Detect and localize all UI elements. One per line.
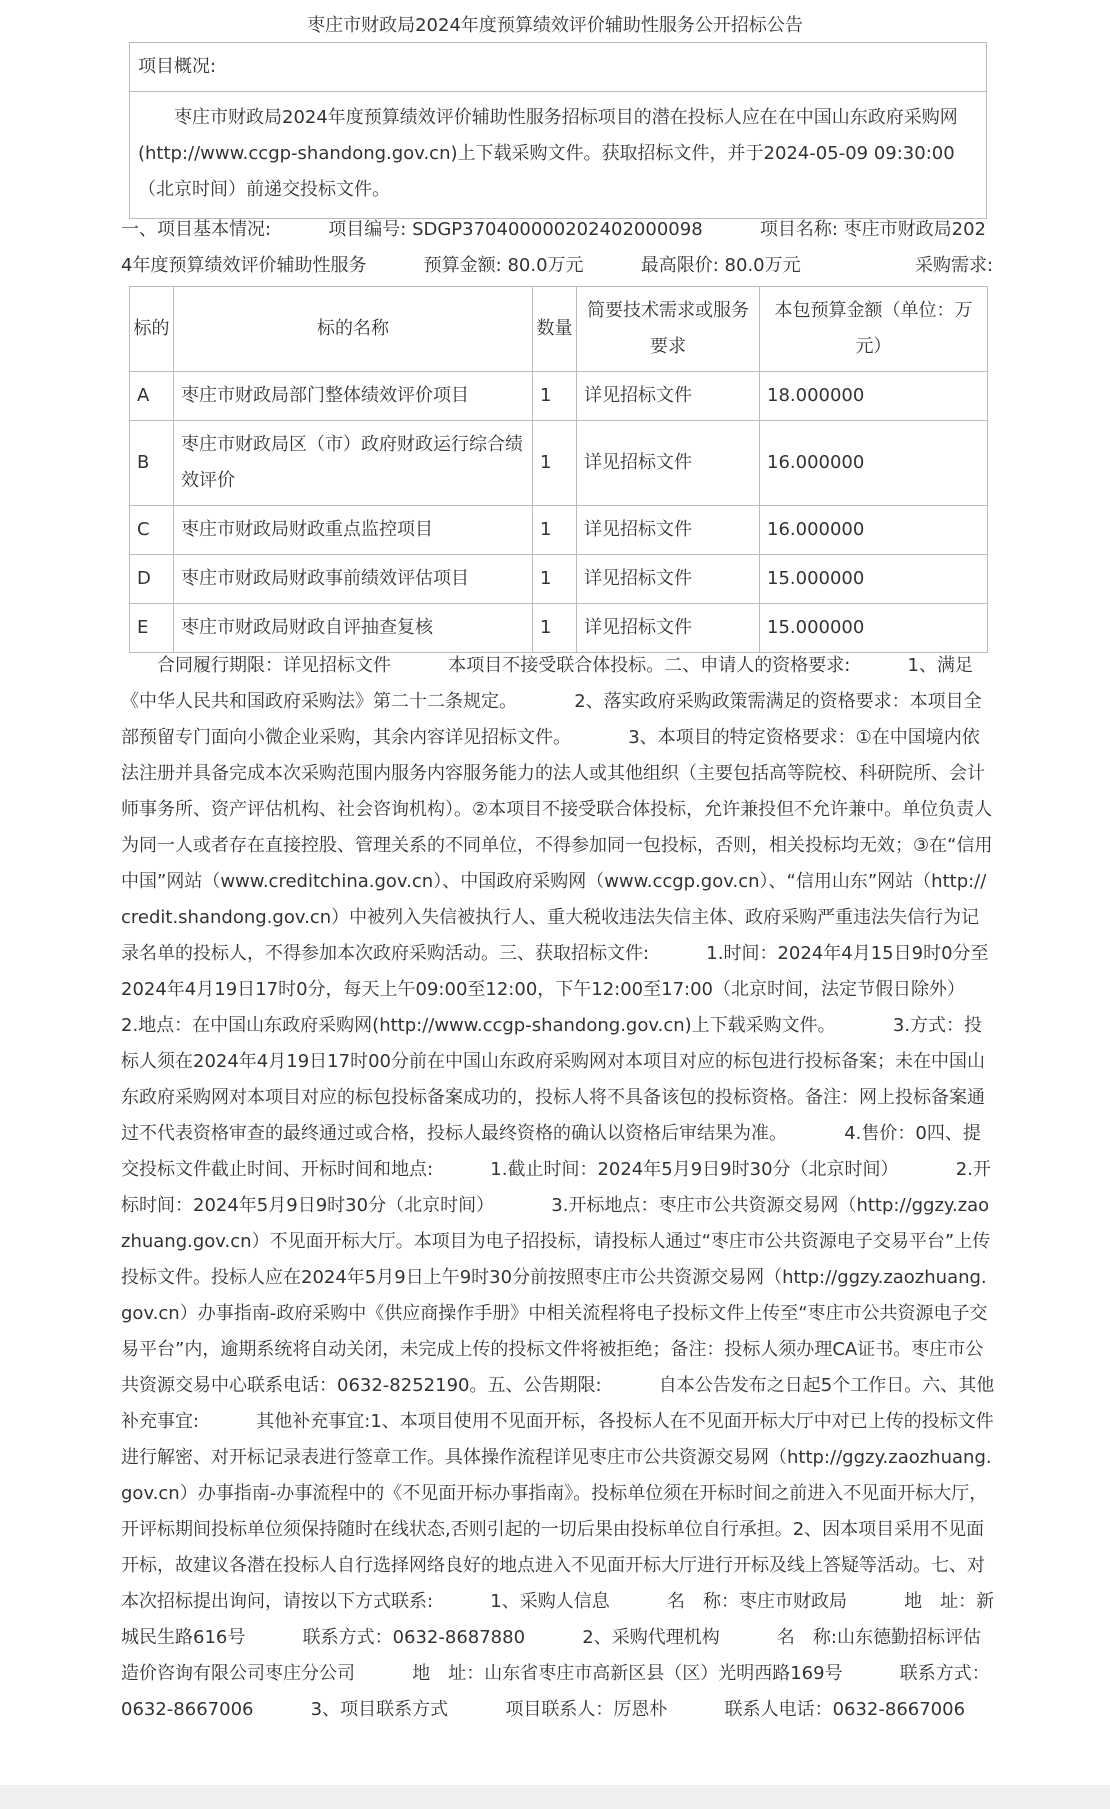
cell-amount: 15.000000 [760, 555, 988, 604]
header-id: 标的 [130, 287, 174, 372]
cell-name: 枣庄市财政局部门整体绩效评价项目 [174, 372, 533, 421]
cell-id: D [130, 555, 174, 604]
page-title: 枣庄市财政局2024年度预算绩效评价辅助性服务公开招标公告 [307, 15, 803, 36]
header-qty: 数量 [533, 287, 577, 372]
cell-id: B [130, 421, 174, 506]
cell-name: 枣庄市财政局区（市）政府财政运行综合绩效评价 [174, 421, 533, 506]
project-overview-box [129, 42, 987, 219]
header-requirement: 简要技术需求或服务要求 [577, 287, 760, 372]
overview-heading: 项目概况: [130, 43, 986, 92]
cell-requirement: 详见招标文件 [577, 506, 760, 555]
table-row [130, 604, 988, 653]
header-amount: 本包预算金额（单位：万元） [760, 287, 988, 372]
cell-name: 枣庄市财政局财政重点监控项目 [174, 506, 533, 555]
cell-qty: 1 [533, 421, 577, 506]
cell-requirement: 详见招标文件 [577, 372, 760, 421]
cell-requirement: 详见招标文件 [577, 555, 760, 604]
cell-requirement: 详见招标文件 [577, 421, 760, 506]
cell-amount: 16.000000 [760, 506, 988, 555]
procurement-items-table [129, 286, 988, 653]
cell-id: C [130, 506, 174, 555]
table-row [130, 421, 988, 506]
cell-amount: 18.000000 [760, 372, 988, 421]
cell-qty: 1 [533, 506, 577, 555]
cell-amount: 16.000000 [760, 421, 988, 506]
cell-qty: 1 [533, 555, 577, 604]
footer-bar [0, 1785, 1110, 1809]
cell-amount: 15.000000 [760, 604, 988, 653]
cell-qty: 1 [533, 372, 577, 421]
cell-name: 枣庄市财政局财政自评抽查复核 [174, 604, 533, 653]
cell-requirement: 详见招标文件 [577, 604, 760, 653]
table-row [130, 555, 988, 604]
cell-id: E [130, 604, 174, 653]
table-row [130, 506, 988, 555]
overview-body: 枣庄市财政局2024年度预算绩效评价辅助性服务招标项目的潜在投标人应在在中国山东政府采购网(http://www.ccgp-shandong.gov.cn)上下载采购文件。获取招标文件，并于2024-05-09 09:30:00（北京时间）前递交投标文件。 [138, 107, 958, 200]
cell-name: 枣庄市财政局财政事前绩效评估项目 [174, 555, 533, 604]
announcement-body: 合同履行期限：详见招标文件 本项目不接受联合体投标。二、申请人的资格要求: 1、满足《中华人民共和国政府采购法》第二十二条规定。 2、落实政府采购政策需满足的资格要求：本项目全部预留专门面向小微企业采购，其余内容详见招标文件。 3、本项目的特定资格要求：①在中国境内依法注册并具备完成本次采购范围内服务内容服务能力的法人或其他组织（主要包括高等院校、科研院所、会计师事务所、资产评估机构、社会咨询机构）。②本项目不接受联合体投标，允许兼投但不允许兼中。单位负责人为同一人或者存在直接控股、管理关系的不同单位，不得参加同一包投标，否则，相关投标均无效；③在“信用中国”网站（www.creditchina.gov.cn）、中国政府采购网（www.ccgp.gov.cn）、“信用山东”网站（http://credit.shandong.gov.cn）中被列入失信被执行人、重大税收违法失信主体、政府采购严重违法失信行为记录名单的投标人，不得参加本次政府采购活动。三、获取招标文件: 1.时间：2024年4月15日9时0分至2024年4月19日17时0分，每天上午09:00至12:00，下午12:00至17:00（北京时间，法定节假日除外） 2.地点：在中国山东政府采购网(http://www.ccgp-shandong.gov.cn)上下载采购文件。 3.方式：投标人须在2024年4月19日17时00分前在中国山东政府采购网对本项目对应的标包进行投标备案；未在中国山东政府采购网对本项目对应的标包投标备案成功的，投标人将不具备该包的投标资格。备注：网上投标备案通过不代表资格审查的最终通过或合格，投标人最终资格的确认以资格后审结果为准。 4.售价：0四、提交投标文件截止时间、开标时间和地点: 1.截止时间：2024年5月9日9时30分（北京时间） 2.开标时间：2024年5月9日9时30分（北京时间） 3.开标地点：枣庄市公共资源交易网（http://ggzy.zaozhuang.gov.cn）不见面开标大厅。本项目为电子招投标，请投标人通过“枣庄市公共资源电子交易平台”上传投标文件。投标人应在2024年5月9日上午9时30分前按照枣庄市公共资源交易网（http://ggzy.zaozhuang.gov.cn）办事指南-政府采购中《供应商操作手册》中相关流程将电子投标文件上传至“枣庄市公共资源电子交易平台”内，逾期系统将自动关闭，未完成上传的投标文件将被拒绝；备注：投标人须办理CA证书。枣庄市公共资源交易中心联系电话：0632-8252190。五、公告期限: 自本公告发布之日起5个工作日。六、其他补充事宜: 其他补充事宜:1、本项目使用不见面开标，各投标人在不见面开标大厅中对已上传的投标文件进行解密、对开标记录表进行签章工作。具体操作流程详见枣庄市公共资源交易网（http://ggzy.zaozhuang.gov.cn）办事指南-办事流程中的《不见面开标办事指南》。投标单位须在开标时间之前进入不见面开标大厅，开评标期间投标单位须保持随时在线状态,否则引起的一切后果由投标单位自行承担。2、因本项目采用不见面开标，故建议各潜在投标人自行选择网络良好的地点进入不见面开标大厅进行开标及线上答疑等活动。七、对本次招标提出询问，请按以下方式联系: 1、采购人信息 名 称：枣庄市财政局 地 址：新城民生路616号 联系方式：0632-8687880 2、采购代理机构 名 称:山东德勤招标评估造价咨询有限公司枣庄分公司 地 址：山东省枣庄市高新区县（区）光明西路169号 联系方式：0632-8667006 3、项目联系方式 项目联系人：厉恩朴 联系人电话：0632-8667006 [121, 655, 1023, 1720]
table-row [130, 372, 988, 421]
header-name: 标的名称 [174, 287, 533, 372]
cell-id: A [130, 372, 174, 421]
cell-qty: 1 [533, 604, 577, 653]
basic-info-paragraph: 一、项目基本情况: 项目编号: SDGP370400000202402000098 项目名称: 枣庄市财政局2024年度预算绩效评价辅助性服务 预算金额: 80.0万元 最高限价: 80.0万元 采购需求: [121, 219, 994, 276]
table-header-row [130, 287, 988, 372]
